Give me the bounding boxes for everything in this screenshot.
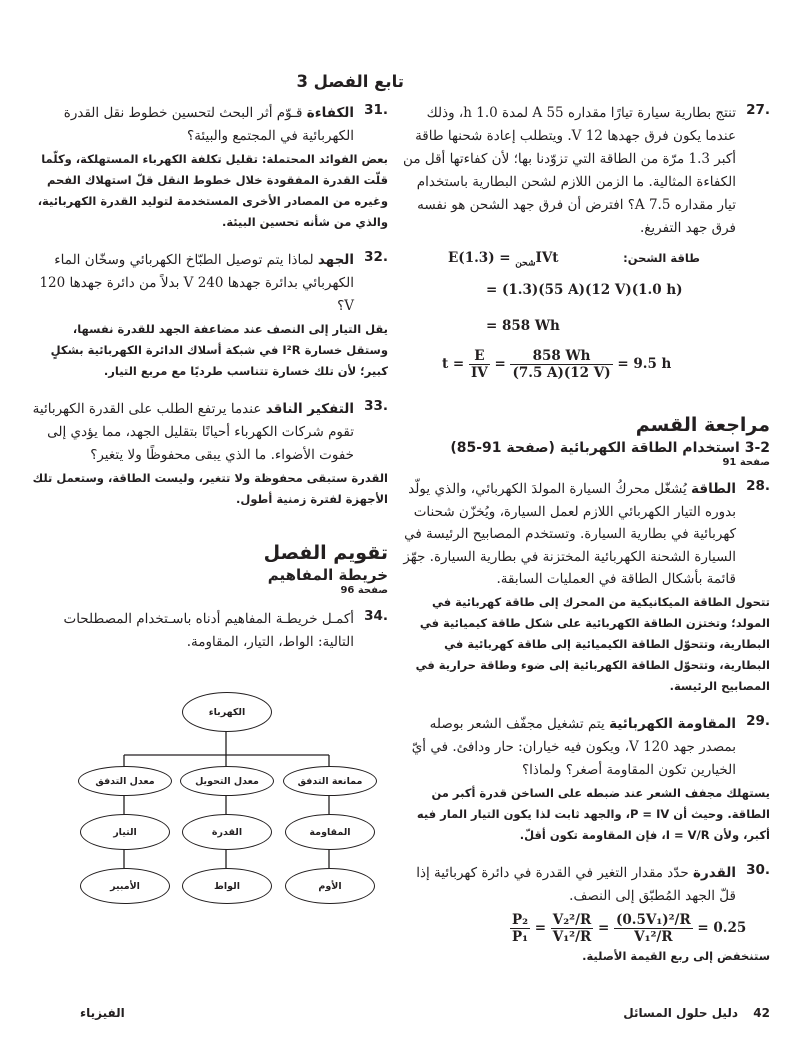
answer-text: القدرة ستبقى محفوظة ولا تتغير، وليست الطاقة، وستعمل تلك الأجهزة لفترة زمنية أطول. [32,471,388,506]
node-conversion-rate: معدل التحويل [180,766,274,796]
question-32 [32,249,388,382]
question-text: الكفاءة قـوّم أثر البحث لتحسين خطوط نقل القدرة الكهربائية في المجتمع والبيئة؟ [63,105,354,144]
footer-book-title: دليل حلول المسائل [623,1006,738,1020]
equation-3: = 858 Wh [486,318,560,334]
question-text: الجهد لماذا يتم توصيل الطبّاخ الكهربائي وسخّان الماء الكهربائي بدائرة جهدها 240 V بدلاً من دائرة جهدها 120 V؟ [39,252,354,314]
question-33 [32,398,388,510]
node-flow-resistance: ممانعة التدفق [283,766,377,796]
question-text: أكمـل خريطـة المفاهيم أدناه باسـتخدام المصطلحات التالية: الواط، التيار، المقاومة. [63,611,354,650]
node-power: القدرة [182,814,272,850]
question-31 [32,102,388,233]
question-29 [398,713,770,846]
question-text: التفكير الناقد عندما يرتفع الطلب على القدرة الكهربائية تقوم شركات الكهرباء أحيانًا بتقليل الجهد، مما يؤدي إلى خفوت الأضواء. ما الذي يبقى محفوظًا ولا يتغير؟ [32,401,354,463]
question-27 [398,102,770,240]
question-number: .29 [746,712,770,729]
answer-text: تتحول الطاقة الميكانيكية من المحرك إلى طاقة كهربائية في المولد؛ وتختزن الطاقة الكهربائية على شكل طاقة كيميائية في البطارية، وتتحوّل الطاقة الكيميائية إلى طاقة كهربائية في البطارية، وتتحوّل الطاقة الكهربائية إلى ضوء وطاقة حرارية في المصابيح الرئيسة. [415,594,770,693]
node-electricity: الكهرباء [182,692,272,732]
question-number: .30 [746,861,770,878]
q27-solution [398,248,770,398]
answer-text: يستهلك مجفف الشعر عند ضبطه على الساخن قدرة أكبر من الطاقة. وحيث أن P = IV، والجهد ثابت لذا يكون التيار المار فيه أكبر، ولأن I = V/R، فإن المقاومة تكون أقلّ. [416,785,770,842]
answer-text: بعض الفوائد المحتملة: تقليل تكلفة الكهرباء المستهلكة، وكلّما قلّت القدرة المفقودة خلال خطوط النقل قلّ استهلاك الفحم وغيره من المصادر الأخرى المستخدمة لتوليد القدرة الكهربائية، والذي من شأنه تحسين البيئة. [37,152,388,229]
node-current: التيار [80,814,170,850]
question-text: الطاقة يُشغّل محركُ السيارة المولدَ الكهربائي، والذي يولّد بدوره التيار الكهربائي اللازم لعمل السيارة، ويُخزّن شحنات كهربائية في بطارية السيارة. وتستخدم المصابيح الرئيسة في السيارة الشحنة الكهربائية المختزنة في بطارية السيارة. جهّز قائمة بأشكال الطاقة في العمليات السابقة. [403,481,736,587]
right-column [398,102,770,967]
node-watt: الواط [182,868,272,904]
question-number: .33 [364,398,388,414]
node-resistance: المقاومة [285,814,375,850]
section-review-page-ref: صفحة 91 [722,457,770,468]
question-text: القدرة حدّد مقدار التغير في القدرة في دائرة كهربائية إذا قلّ الجهد المُطبّق إلى النصف. [416,864,736,904]
charging-energy-label: طاقة الشحن: [623,251,700,265]
section-review-title: مراجعة القسم [635,414,770,436]
question-number: .34 [364,608,388,624]
question-number: .27 [746,102,770,118]
footer-subject: الفيزياء [80,1006,125,1020]
question-text: المقاومة الكهربائية يتم تشغيل مجفّف الشعر بوصله بمصدر جهد 120 V، ويكون فيه خياران: حار ودافئ. في أيّ الخيارين تكون المقاومة أصغر؟ ولماذا؟ [411,715,736,778]
question-text: تنتج بطارية سيارة تيارًا مقداره 55 A لمدة 1.0 h، وذلك عندما يكون فرق جهدها 12 V. ويتطلب إعادة شحنها طاقة أكبر 1.3 مرّة من الطاقة التي تزوّدنا بها؛ لأن كفاءتها أقل من الكفاءة المثالية. ما الزمن اللازم لشحن البطارية باستخدام تيار مقداره 7.5 A؟ افترض أن فرق جهد الشحن هو نفسه فرق جهد التفريغ. [403,105,736,236]
concept-map-heading: خريطة المفاهيم [267,566,388,584]
left-column [32,102,388,654]
question-number: .28 [746,478,770,494]
chapter-evaluation-title: تقويم الفصل [263,542,388,564]
equation-1: E $_{شحن}$ = (1.3)IVt [448,250,559,269]
node-flow-rate: معدل التدفق [78,766,172,796]
answer-text: يقل التيار إلى النصف عند مضاعفة الجهد للقدرة نفسها، وستقل خسارة I²R في شبكة أسلاك الدائرة الكهربائية بشكلٍ كبير؛ لأن تلك خسارة تتناسب طرديًا مع مربع التيار. [50,322,388,378]
question-34 [32,608,388,654]
power-ratio-equation: $\frac{\text{P₂}}{\text{P₁}}$ = $\frac{\text{V₂²/R}}{\text{V₁²/R}}$ = $\frac{\text{(0.5V₁)²/R}}{\text{V₁²/R}}$ = 0.25 [512,911,747,945]
question-28 [398,478,770,697]
node-ampere: الأمبير [80,868,170,904]
concept-map [78,688,378,910]
chapter-evaluation-page-ref: صفحة 96 [340,585,388,596]
chapter-continued-header: تابع الفصل 3 [296,72,404,91]
question-number: .32 [364,249,388,265]
node-ohm: الأوم [285,868,375,904]
footer-page-number: 42 [753,1006,770,1020]
equation-4: t = $\frac{E}{IV}$ = $\frac{858 Wh}{(7.5 A)(12 V)}$ = 9.5 h [442,348,672,381]
question-30 [398,862,770,967]
answer-text: ستنخفض إلى ربع القيمة الأصلية. [582,948,770,963]
equation-2: = (1.3)(55 A)(12 V)(1.0 h) [486,282,683,298]
question-number: .31 [364,102,388,118]
section-review-subtitle: 3-2 استخدام الطاقة الكهربائية (صفحة 91-85) [450,440,770,456]
